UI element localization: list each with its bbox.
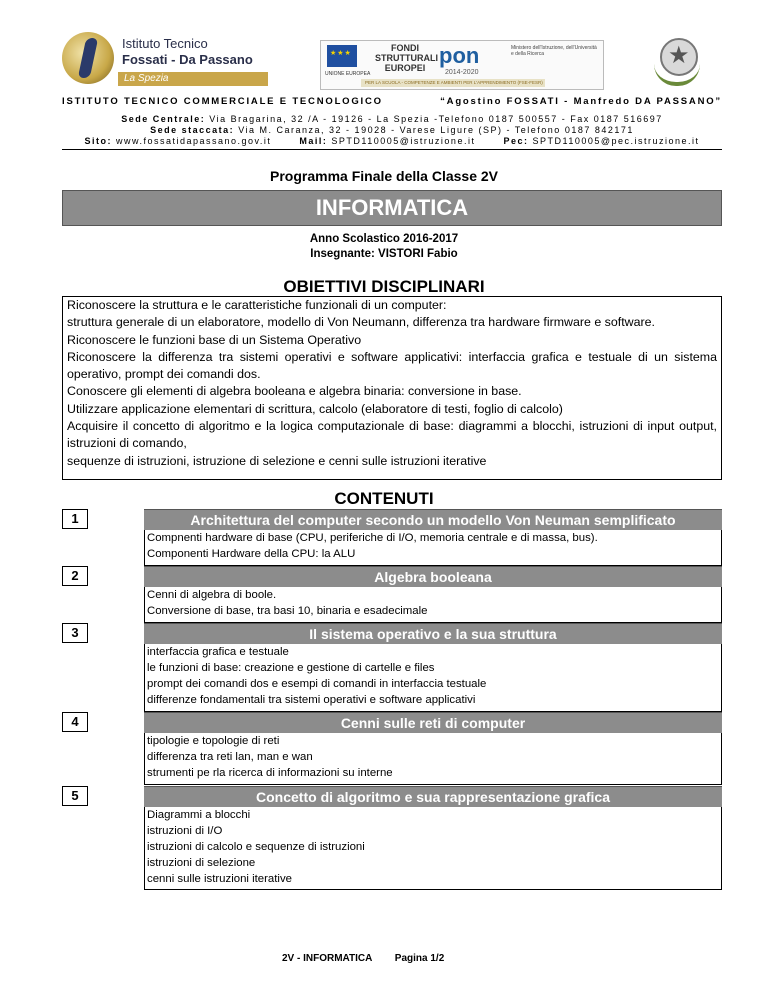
objective-item: Riconoscere la struttura e le caratteristiche funzionali di un computer: (67, 298, 447, 312)
topic-line: Cenni di algebra di boole. (147, 589, 277, 601)
eu-caption: UNIONE EUROPEA (325, 71, 371, 77)
topic-line: istruzioni di I/O (147, 825, 223, 837)
mail-link[interactable]: SPTD110005@istruzione.it (331, 136, 476, 146)
course-meta (0, 232, 768, 262)
teacher: Insegnante: VISTORI Fabio (310, 248, 458, 260)
objective-item: sequenze di istruzioni, istruzione di selezione e cenni sulle istruzioni iterative (67, 453, 487, 468)
sede-staccata: Via M. Caranza, 32 - 19028 - Varese Ligure (SP) - Telefono 0187 842171 (238, 125, 634, 135)
topic-body (144, 644, 722, 712)
objective-item: Conoscere gli elementi di algebra booleana e algebra binaria: conversione in base. (67, 384, 522, 399)
sede-centrale-label: Sede Centrale: (121, 114, 206, 124)
pon-years: 2014-2020 (445, 69, 479, 76)
topic-number: 1 (62, 509, 88, 529)
republic-emblem-icon (652, 34, 702, 86)
topic-title: Il sistema operativo e la sua struttura (144, 623, 722, 644)
header-divider (62, 149, 722, 150)
topic-line: differenza tra reti lan, man e wan (147, 751, 313, 763)
website-link[interactable]: www.fossatidapassano.gov.it (115, 136, 272, 146)
school-emblem-icon (62, 32, 114, 84)
objective-item: struttura generale di un elaboratore, modello di Von Neumann, differenza tra hardware firmware e software. (67, 315, 655, 330)
school-logo (62, 30, 272, 88)
topic-line: prompt dei comandi dos e esempi di comandi in interfaccia testuale (147, 678, 487, 690)
objective-item: Riconoscere le funzioni base di un Sistema Operativo (67, 332, 362, 347)
institute-name: “Agostino FOSSATI - Manfredo DA PASSANO” (440, 96, 722, 107)
topic-line: le funzioni di base: creazione e gestione di cartelle e files (147, 662, 435, 674)
topic-line: strumenti pe rla ricerca di informazioni su interne (147, 767, 393, 779)
eu-flag-icon (327, 45, 357, 67)
topic-line: Compnenti hardware di base (CPU, periferiche di I/O, memoria centrale e di massa, bus). (147, 532, 598, 544)
topic-line: istruzioni di selezione (147, 857, 256, 869)
topic-line: Componenti Hardware della CPU: la ALU (147, 548, 356, 560)
topic-title: Concetto di algoritmo e sua rappresentazione grafica (144, 786, 722, 807)
topic-number: 3 (62, 623, 88, 643)
pon-banner (320, 40, 604, 90)
address-block (62, 114, 722, 147)
topic-body (144, 733, 722, 785)
topic-number: 5 (62, 786, 88, 806)
objective-item: Riconoscere la differenza tra sistemi operativi e software applicativi: interfaccia grafica e testuale di un sistema operativo, prompt dei comandi dos. (67, 349, 717, 382)
institute-line (62, 96, 722, 107)
logo-line-2: Fossati - Da Passano (122, 52, 253, 67)
topic-title: Architettura del computer secondo un modello Von Neuman semplificato (144, 509, 722, 530)
page-footer (282, 953, 444, 964)
pec-label: Pec: (503, 136, 529, 146)
logo-line-1: Istituto Tecnico (122, 36, 208, 51)
objectives-box (62, 296, 722, 480)
topic-line: cenni sulle istruzioni iterative (147, 873, 292, 885)
objective-item: Utilizzare applicazione elementari di scrittura, calcolo (elaboratore di testi, foglio di calcolo) (67, 401, 563, 416)
topic-line: interfaccia grafica e testuale (147, 646, 289, 658)
sede-centrale: Via Bragarina, 32 /A - 19126 - La Spezia -Telefono 0187 500557 - Fax 0187 516697 (209, 114, 663, 124)
footer-label: 2V - INFORMATICA (282, 953, 372, 964)
topic-line: istruzioni di calcolo e sequenze di istruzioni (147, 841, 365, 853)
topic-body (144, 530, 722, 566)
topic-line: Diagrammi a blocchi (147, 809, 251, 821)
letterhead (62, 30, 722, 88)
topic-line: Conversione di base, tra basi 10, binaria e esadecimale (147, 605, 428, 617)
topic-body (144, 587, 722, 623)
page-number: Pagina 1/2 (394, 953, 445, 964)
topic-number: 4 (62, 712, 88, 732)
topic-line: tipologie e topologie di reti (147, 735, 280, 747)
objective-item: Acquisire il concetto di algoritmo e la logica computazionale di base: diagrammi a blocchi, istruzioni di input output, istruzioni di comando, (67, 419, 717, 451)
sede-staccata-label: Sede staccata: (150, 125, 235, 135)
topic-body (144, 807, 722, 890)
sito-label: Sito: (84, 136, 112, 146)
miur-text: Ministero dell'Istruzione, dell'Università e della Ricerca (511, 45, 597, 57)
pon-fondi: FONDI STRUTTURALI EUROPEI (375, 43, 438, 73)
topic-title: Cenni sulle reti di computer (144, 712, 722, 733)
contents-title: CONTENUTI (334, 489, 434, 508)
topic-number: 2 (62, 566, 88, 586)
pon-strip: PER LA SCUOLA - COMPETENZE E AMBIENTI PER L'APPRENDIMENTO (FSE-FESR) (361, 79, 545, 87)
school-year: Anno Scolastico 2016-2017 (309, 233, 459, 245)
topic-title: Algebra booleana (144, 566, 722, 587)
pec-link[interactable]: SPTD110005@pec.istruzione.it (532, 136, 700, 146)
objectives-title: OBIETTIVI DISCIPLINARI (283, 277, 485, 296)
logo-city: La Spezia (118, 72, 268, 86)
topic-line: differenze fondamentali tra sistemi operativi e software applicativi (147, 694, 476, 706)
program-title: Programma Finale della Classe 2V (270, 168, 498, 184)
mail-label: Mail: (299, 136, 328, 146)
institute-type: ISTITUTO TECNICO COMMERCIALE E TECNOLOGICO (62, 96, 383, 107)
pon-logo: pon (439, 43, 480, 68)
subject-banner: INFORMATICA (62, 190, 722, 226)
